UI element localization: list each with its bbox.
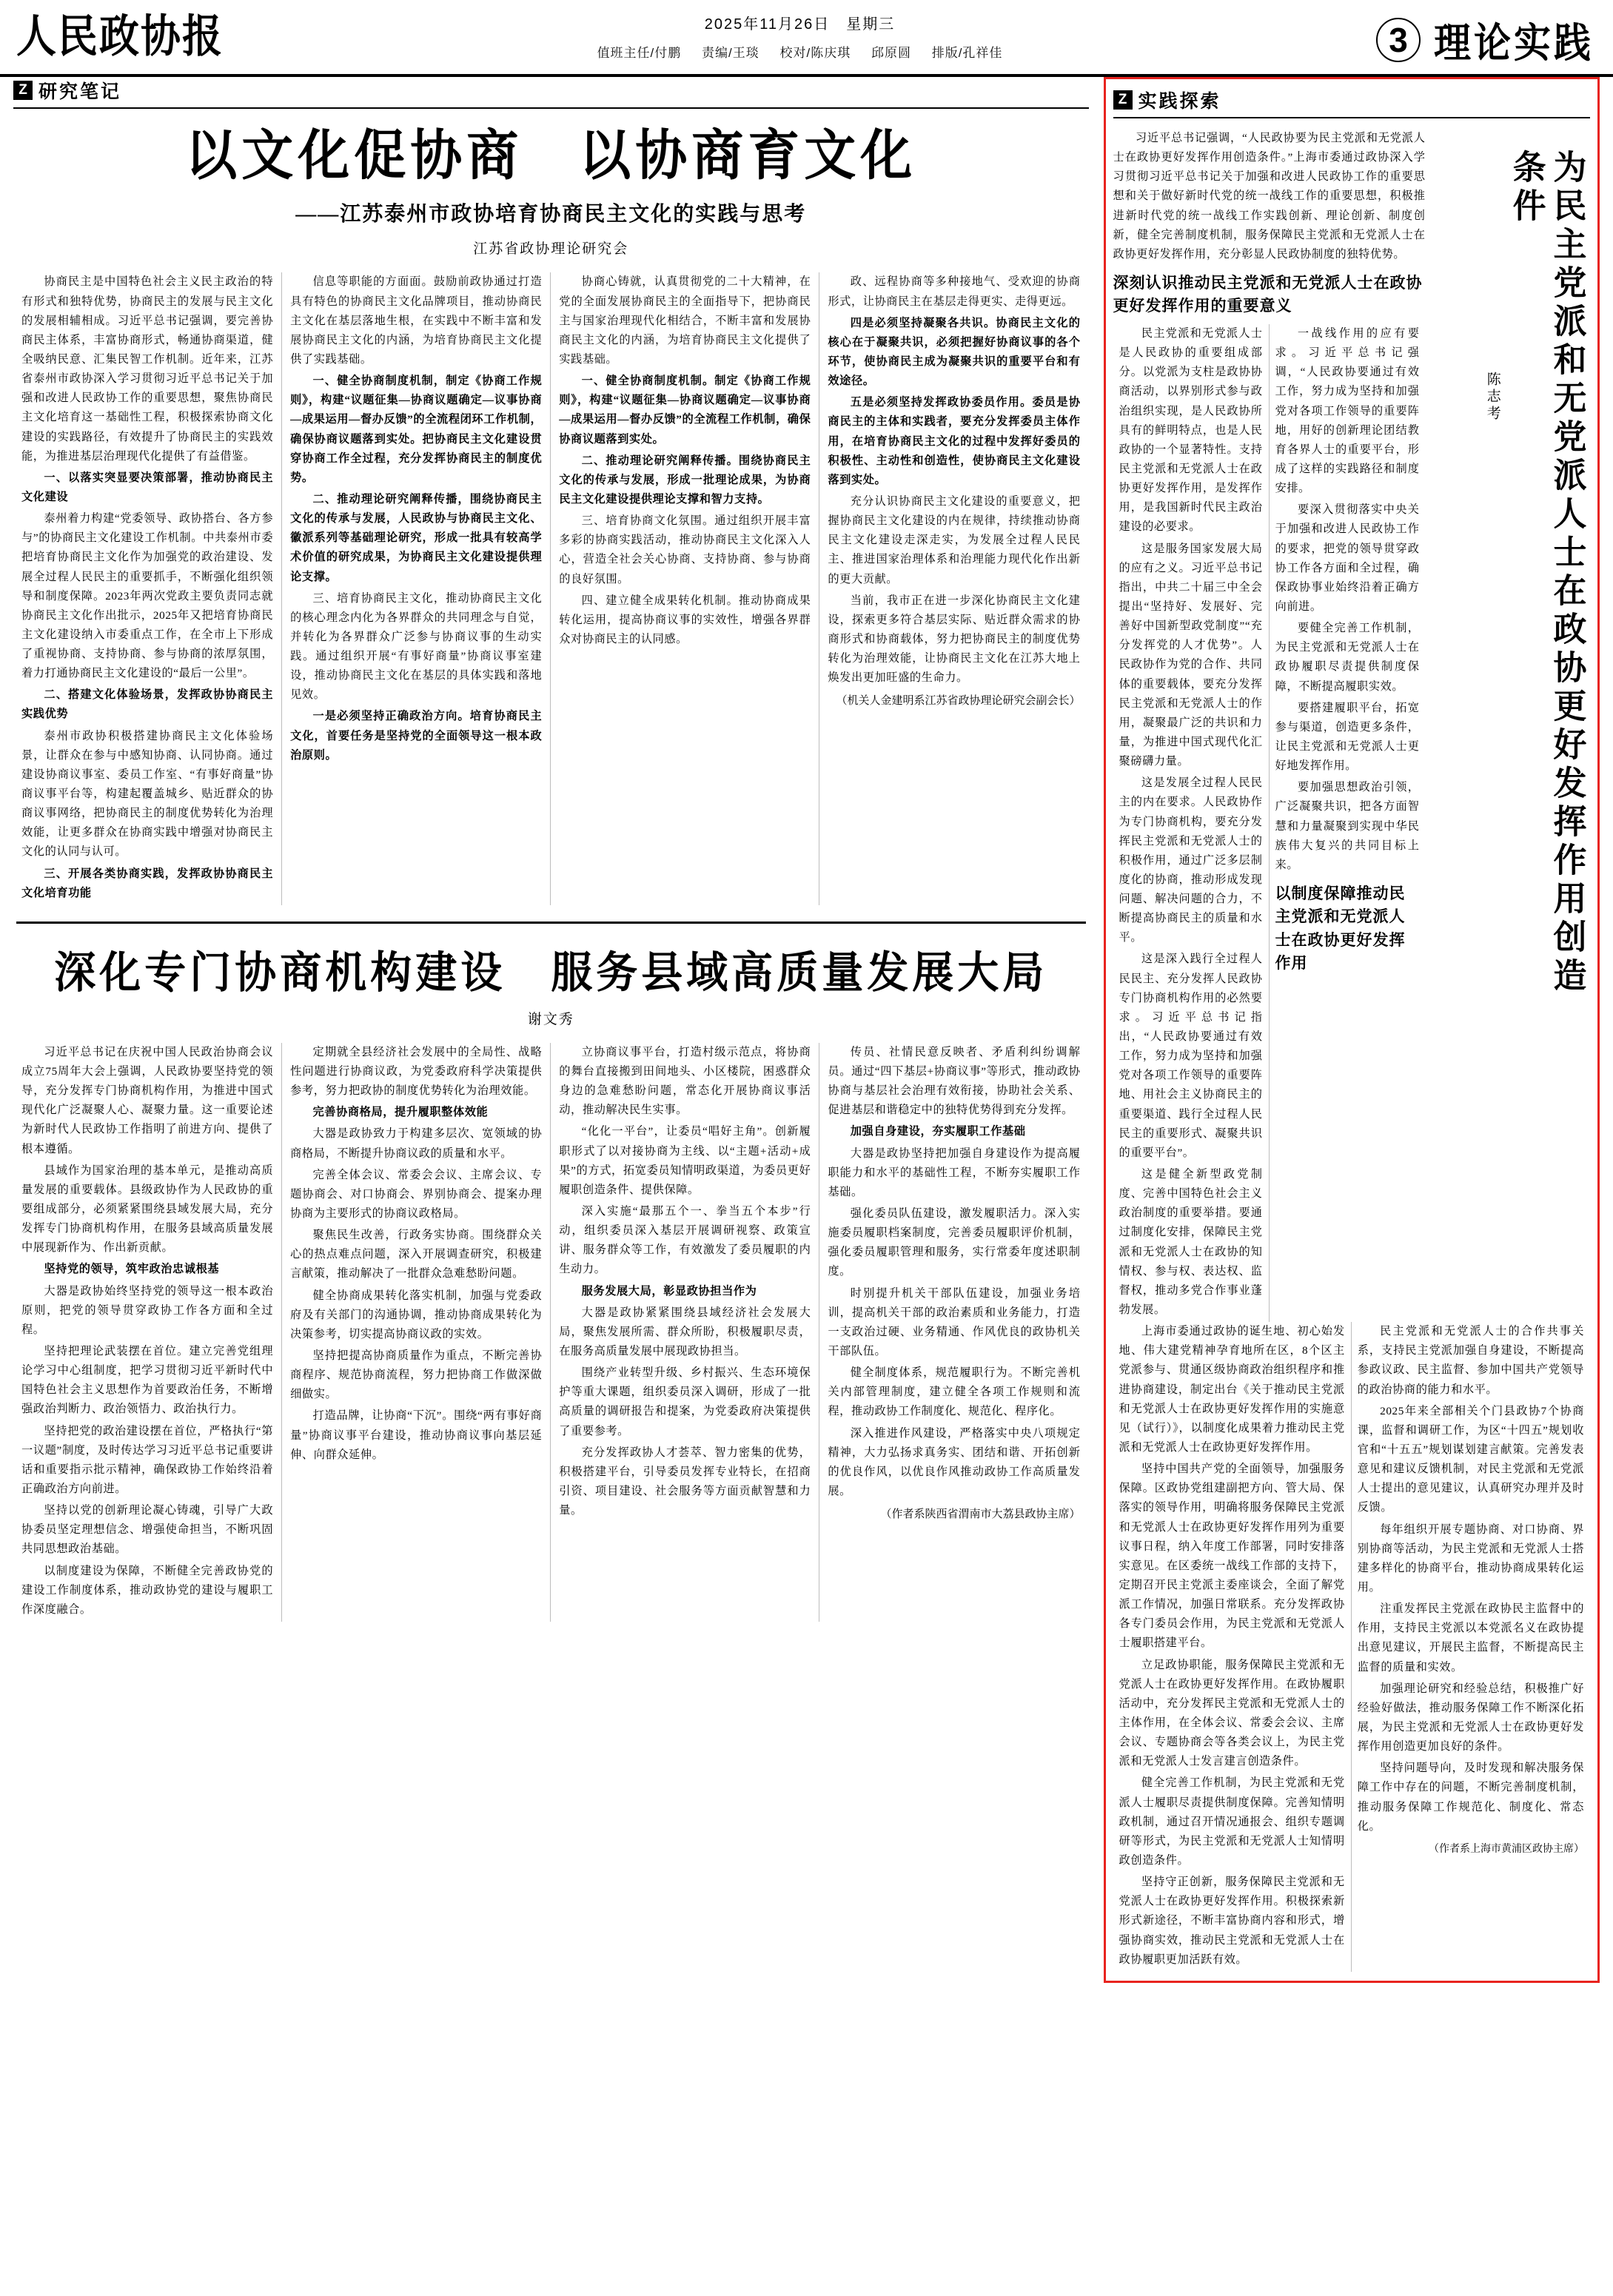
- paragraph: 当前，我市正在进一步深化协商民主文化建设，探索更多符合基层实际、贴近群众需求的协商形式和协商载体，努力把协商民主的制度优势转化为治理效能，让协商民主文化在江苏大地上焕发出更加旺盛的生命力。: [828, 594, 1081, 685]
- paragraph: 民主党派和无党派人士是人民政协的重要组成部分。以党派为支柱是政协协商活动，以界别形式参与政治组织实现，是人民政协所具有的鲜明特点，也是人民政协的一个显著特性。支持民主党派和无党派人士在政协更好发挥作用，是发挥作用，是我国新时代民主政治建设的必要求。: [1119, 326, 1263, 534]
- feature-column-1: [1113, 324, 1270, 1322]
- paragraph-subhead: 坚持党的领导，筑牢政治忠诚根基: [44, 1263, 220, 1276]
- paragraph-subhead: 三、开展各类协商实践，发挥政协协商民主文化培育功能: [21, 867, 274, 899]
- paragraph: 坚持以党的创新理论凝心铸魂，引导广大政协委员坚定理想信念、增强使命担当，不断巩固共同思想政治基础。: [21, 1504, 274, 1556]
- paper-logo: 人民政协报: [16, 11, 224, 62]
- article-county-development: [13, 940, 1089, 1622]
- feature-title: 为民主党派和无党派人士在政协更好发挥作用创造条件: [1507, 150, 1586, 996]
- paragraph: 大器是政协致力于构建多层次、宽领域的协商格局，不断提升协商议政的质量和水平。: [290, 1127, 543, 1160]
- section-title: 理论实践: [1434, 20, 1594, 67]
- article2-title: 深化专门协商机构建设 服务县域高质量发展大局: [54, 949, 1048, 998]
- feature-column-2: [1270, 324, 1426, 1322]
- paragraph: 四、建立健全成果转化机制。推动协商成果转化运用，提高协商议事的实效性，增强各界群众对协商民主的认同感。: [559, 594, 811, 645]
- paragraph: 要加强思想政治引领，广泛凝聚共识，把各方面智慧和力量凝聚到实现中华民族伟大复兴的共同目标上来。: [1275, 781, 1420, 871]
- page-body: [0, 77, 1613, 1996]
- z-badge-icon: Z: [1113, 90, 1133, 110]
- feature-subhead-1: 深刻认识推动民主党派和无党派人士在政协更好发挥作用的重要意义: [1113, 273, 1423, 315]
- feature-lower-columns: [1113, 1322, 1590, 1972]
- paragraph-subhead: 一、以落实突显要决策部署，推动协商民主文化建设: [21, 471, 274, 503]
- staff-credits: [224, 42, 1376, 61]
- column-2: [282, 272, 551, 905]
- paragraph: 协商民主是中国特色社会主义民主政治的特有形式和独特优势，协商民主的发展与民主文化的发展相辅相成。习近平总书记强调，要完善协商民主体系，丰富协商形式，畅通协商渠道，健全吸纳民意、汇集民智工作机制。近年来，江苏省泰州市政协深入学习贯彻习近平总书记关于加强和改进人民政协工作的重要思想，聚焦协商民主文化培育这一基础性工程，积极探索协商文化建设的实践路径，有效提升了协商民主的实践效能，为推进基层治理现代化提供了有益借鉴。: [21, 275, 274, 463]
- paragraph: 深入推进作风建设，严格落实中央八项规定精神，大力弘扬求真务实、团结和谐、开拓创新的优良作风，以优良作风推动政协工作高质量发展。: [828, 1426, 1081, 1497]
- article-byline: 江苏省政协理论研究会: [473, 241, 629, 258]
- paragraph: 三、培育协商民主文化，推动协商民主文化的核心理念内化为各界群众的共同理念与自觉，并转化为各界群众广泛参与协商议事的生动实践。通过组织开展“有事好商量”协商议事室建设，推动协商民主文化在基层的具体实践和落地见效。: [290, 591, 543, 702]
- masthead: [0, 0, 1613, 77]
- paragraph: 习近平总书记在庆祝中国人民政治协商会议成立75周年大会上强调，人民政协要坚持党的领导，充分发挥专门协商机构作用，为推进中国式现代化广泛凝聚人心、凝聚力量。这一重要论述为新时代人民政协工作指明了前进方向、提供了根本遵循。: [21, 1045, 274, 1155]
- paragraph: 大器是政协坚持把加强自身建设作为提高履职能力和水平的基础性工程，不断夯实履职工作基础。: [828, 1147, 1081, 1198]
- paragraph: 要搭建履职平台，拓宽参与渠道，创造更多条件，让民主党派和无党派人士更好地发挥作用。: [1275, 701, 1420, 773]
- paragraph: 围绕产业转型升级、乡村振兴、生态环境保护等重大课题，组织委员深入调研，形成了一批高质量的调研报告和提案，为党委政府决策提供了重要参考。: [559, 1366, 811, 1437]
- paragraph: 大器是政协始终坚持党的领导这一根本政治原则，把党的领导贯穿政协工作各方面和全过程。: [21, 1284, 274, 1336]
- paragraph: 协商心铸就，认真贯彻党的二十大精神，在党的全面发展协商民主的全面指导下，把协商民主与国家治理现代化相结合，不断丰富和发展协商民主文化的内涵，为培育协商民主文化提供了实践基础。: [559, 275, 811, 366]
- paragraph: 县域作为国家治理的基本单元，是推动高质量发展的重要载体。县级政协作为人民政协的重要组成部分，必须紧紧围绕县域发展大局，充分发挥专门协商机构作用，在服务县域高质量发展中展现新作为、作出新贡献。: [21, 1164, 274, 1255]
- paragraph: 2025年来全部相关个门县政协7个协商课，监督和调研工作，为区“十四五”规划收官和“十五五”规划谋划建言献策。完善发表意见和建议反馈机制，对民主党派和无党派人士提出的意见建议，认真研究办理并及时反馈。: [1357, 1404, 1584, 1514]
- paragraph-subhead: 加强自身建设，夯实履职工作基础: [850, 1125, 1026, 1138]
- column-3: [551, 1043, 819, 1622]
- article-research-notes: [13, 77, 1089, 905]
- feature-column-4: [1352, 1322, 1590, 1972]
- paragraph-subhead: 完善协商格局，提升履职整体效能: [312, 1106, 489, 1119]
- article-credit: （机关人金建明系江苏省政协理论研究会副会长）: [836, 695, 1081, 708]
- paragraph: 坚持把提高协商质量作为重点，不断完善协商程序、规范协商流程，努力把协商工作做深做细做实。: [290, 1349, 543, 1401]
- column-1: [13, 272, 282, 905]
- column-4: [819, 1043, 1088, 1622]
- column-1: [13, 1043, 282, 1622]
- article-credit: （作者系上海市黄浦区政协主席）: [1429, 1843, 1584, 1855]
- paragraph: 打造品牌，让协商“下沉”。围绕“两有事好商量”协商议事平台建设，推动协商议事向基层延伸、向群众延伸。: [290, 1409, 543, 1461]
- page-number: 3: [1376, 18, 1421, 62]
- staff-2: 校对/陈庆琪: [779, 46, 851, 60]
- paragraph: 强化委员队伍建设，激发履职活力。深入实施委员履职档案制度，完善委员履职评价机制，强化委员履职管理和服务，实行常委年度述职制度。: [828, 1207, 1081, 1278]
- paragraph: 三、培育协商文化氛围。通过组织开展丰富多彩的协商实践活动，推动协商民主文化深入人心，营造全社会关心协商、支持协商、参与协商的良好氛围。: [559, 514, 811, 585]
- paragraph: 聚焦民生改善，行政务实协商。围绕群众关心的热点难点问题，深入开展调查研究，积极建言献策，推动解决了一批群众急难愁盼问题。: [290, 1229, 543, 1280]
- paragraph: 要健全完善工作机制，为民主党派和无党派人士在政协履职尽责提供制度保障，不断提高履职实效。: [1275, 622, 1420, 693]
- story-divider: [16, 922, 1086, 924]
- paragraph: 泰州市政协积极搭建协商民主文化体验场景，让群众在参与中感知协商、认同协商。通过建设协商议事室、委员工作室、“有事好商量”协商议事平台等，构建起覆盖城乡、贴近群众的协商议事网络，把协商民主的制度优势转化为治理效能，让更多群众在协商实践中增强对协商民主文化的认同与认可。: [21, 729, 274, 859]
- paragraph-subhead: 二、推动理论研究阐释传播。围绕协商民主文化的传承与发展，形成一批理论成果，为协商民主文化建设提供理论支撑和智力支持。: [559, 454, 811, 506]
- masthead-right: [1376, 6, 1597, 67]
- column-2: [282, 1043, 551, 1622]
- paragraph: 一战线作用的应有要求。习近平总书记强调，“人民政协要通过有效工作，努力成为坚持和加强党对各项工作领导的重要阵地，用好的创新理论团结教育各界人士的重要平台，形成了这样的实践路径和制度安排。: [1275, 326, 1420, 495]
- paragraph: 深入实施“最那五个一、拳当五个本步”行动，组织委员深入基层开展调研视察、政策宣讲、服务群众等工作，有效激发了委员履职的内生动力。: [559, 1205, 811, 1276]
- masthead-center: [224, 6, 1376, 61]
- left-zone: [13, 77, 1099, 1983]
- paragraph: 时别提升机关干部队伍建设，加强业务培训，提高机关干部的政治素质和业务能力，打造一支政治过硬、业务精通、作风优良的政协机关干部队伍。: [828, 1286, 1081, 1357]
- staff-3: 邱原圆: [871, 46, 911, 60]
- article-credit: （作者系陕西省渭南市大荔县政协主席）: [880, 1508, 1081, 1521]
- publication-date: 2025年11月26日 星期三: [704, 16, 896, 33]
- paragraph: 定期就全县经济社会发展中的全局性、战略性问题进行协商议政，为党委政府科学决策提供参考，努力把政协的制度优势转化为治理效能。: [290, 1045, 543, 1098]
- page-title: 以文化促协商 以协商育文化: [185, 127, 917, 187]
- column-3: [551, 272, 819, 905]
- paragraph: 要深入贯彻落实中央关于加强和改进人民政协工作的要求，把党的领导贯穿政协工作各方面和全过程，确保政协事业始终沿着正确方向前进。: [1275, 503, 1420, 613]
- staff-1: 责编/王琰: [702, 46, 759, 60]
- paragraph: 传员、社情民意反映者、矛盾利纠纷调解员。通过“四下基层+协商议事”等形式，推动政协协商与基层社会治理有效衔接，协助社会关系、促进基层和谐稳定中的独特优势得到充分发挥。: [828, 1045, 1081, 1117]
- paragraph: 信息等职能的方面面。鼓励前政协通过打造具有特色的协商民主文化品牌项目，推动协商民主文化在基层落地生根，在实践中不断丰富和发展协商民主文化的内涵，为培育协商民主文化提供了实践基础。: [290, 275, 543, 366]
- section-tag-label: 实践探索: [1138, 92, 1221, 112]
- paragraph: 坚持中国共产党的全面领导，加强服务保障。区政协党组建副把方向、管大局、保落实的领导作用，明确将服务保障民主党派和无党派人士在政协更好发挥作用列为重要议事日程，纳入年度工作部署，同时安排落实意见。在区委统一战线工作部的支持下，定期召开民主党派主委座谈会，全面了解党派工作情况，加强日常联系。充分发挥政协各专门委员会作用，为民主党派和无党派人士履职搭建平台。: [1119, 1463, 1345, 1650]
- paragraph: 上海市委通过政协的诞生地、初心始发地、伟大建党精神孕育地所在区，8个区主党派参与、贯通区级协商政治组织程序和推进协商建设，制定出台《关于推动民主党派和无党派人士在政协更好发挥作用的实施意见（试行）》，以制度化成果着力推动民主党派和无党派人士在政协更好发挥作用。: [1119, 1325, 1345, 1454]
- paragraph: 加强理论研究和经验总结，积极推广好经验好做法，推动服务保障工作不断深化拓展，为民主党派和无党派人士在政协更好发挥作用创造更加良好的条件。: [1357, 1682, 1584, 1753]
- paragraph: 坚持问题导向，及时发现和解决服务保障工作中存在的问题，不断完善制度机制，推动服务保障工作规范化、制度化、常态化。: [1357, 1762, 1584, 1833]
- paragraph: 坚持守正创新，服务保障民主党派和无党派人士在政协更好发挥作用。积极探索新形式新途径，不断丰富协商内容和形式，增强协商实效，推动民主党派和无党派人士在政协履职更加活跃有效。: [1119, 1876, 1345, 1966]
- article2-byline: 谢文秀: [527, 1011, 574, 1027]
- paragraph-subhead: 四是必须坚持凝聚各共识。协商民主文化的核心在于凝聚共识，必须把握好协商议事的各个环节，使协商民主成为凝聚共识的重要平台和有效途径。: [828, 316, 1081, 388]
- feature-lead-columns: [1113, 129, 1432, 1322]
- paragraph: 这是健全新型政党制度、完善中国特色社会主义政治制度的重要举措。要通过制度化安排，保障民主党派和无党派人士在政协的知情权、参与权、表达权、监督权，推动多党合作事业蓬勃发展。: [1119, 1168, 1263, 1317]
- paragraph-subhead: 一、健全协商制度机制，制定《协商工作规则》，构建“议题征集—协商议题确定—议事协商—成果运用—督办反馈”的全流程闭环工作机制，确保协商议题落到实处。把协商民主文化建设贯穿协商工作全过程，充分发挥协商民主的制度优势。: [290, 375, 543, 484]
- feature-box-practice-exploration: [1104, 77, 1600, 1983]
- paragraph: 每年组织开展专题协商、对口协商、界别协商等活动，为民主党派和无党派人士搭建多样化的协商平台，推动协商成果转化运用。: [1357, 1523, 1584, 1594]
- paragraph: 完善全体会议、常委会会议、主席会议、专题协商会、对口协商会、界别协商会、提案办理协商为主要形式的协商议政格局。: [290, 1168, 543, 1221]
- paragraph: 注重发挥民主党派在政协民主监督中的作用，支持民主党派以本党派名义在政协提出意见建议，开展民主监督，不断提高民主监督的质量和实效。: [1357, 1602, 1584, 1674]
- article2-columns: [13, 1043, 1089, 1622]
- article-columns: [13, 272, 1089, 905]
- paragraph: 大器是政协紧紧围绕县域经济社会发展大局，聚焦发展所需、群众所盼，积极履职尽责，在服务高质量发展中展现政协担当。: [559, 1306, 811, 1357]
- article-subhead: ——江苏泰州市政协培育协商民主文化的实践与思考: [295, 203, 807, 226]
- paragraph: 充分发挥政协人才荟萃、智力密集的优势，积极搭建平台，引导委员发挥专业特长，在招商引资、项目建设、社会服务等方面贡献智慧和力量。: [559, 1446, 811, 1517]
- paragraph-subhead: 一、健全协商制度机制。制定《协商工作规则》，构建“议题征集—协商议题确定—议事协商—成果运用—督办反馈”的全流程工作机制，确保协商议题落到实处。: [559, 375, 811, 446]
- feature-columns: [1113, 324, 1426, 1322]
- staff-0: 值班主任/付鹏: [597, 46, 682, 60]
- paragraph: 充分认识协商民主文化建设的重要意义，把握协商民主文化建设的内在规律，持续推动协商民主文化建设走深走实，为发展全过程人民民主、推进国家治理体系和治理能力现代化作出新的更大贡献。: [828, 494, 1081, 585]
- paragraph: 健全制度体系，规范履职行为。不断完善机关内部管理制度，建立健全各项工作规则和流程，推动政协工作制度化、规范化、程序化。: [828, 1366, 1081, 1418]
- paragraph: 民主党派和无党派人士的合作共事关系，支持民主党派加强自身建设，不断提高参政议政、民主监督、参加中国共产党领导的政治协商的能力和水平。: [1357, 1325, 1584, 1396]
- paragraph: 立协商议事平台，打造村级示范点，将协商的舞台直接搬到田间地头、小区楼院，困惑群众身边的急难愁盼问题，常态化开展协商议事活动，推动解决民生实事。: [559, 1045, 811, 1117]
- paragraph: 以制度建设为保障，不断健全完善政协党的建设工作制度体系，推动政协党的建设与履职工作深度融合。: [21, 1564, 274, 1616]
- feature-column-3: [1113, 1322, 1352, 1972]
- paragraph: “化化一平台”，让委员“唱好主角”。创新履职形式了以对接协商为主线、以“主题+活动+成果”的方式，拓宽委员知情明政渠道，为委员更好履职创造条件、提供保障。: [559, 1125, 811, 1196]
- paragraph-subhead: 五是必须坚持发挥政协委员作用。委员是协商民主的主体和实践者，要充分发挥委员主体作用，在培育协商民主文化的过程中发挥好委员的积极性、主动性和创造性，使协商民主文化建设落到实处。: [828, 396, 1081, 486]
- column-4: [819, 272, 1088, 905]
- paragraph-subhead: 服务发展大局，彰显政协担当作为: [581, 1284, 757, 1298]
- section-tag-practice: [1113, 87, 1590, 118]
- section-tag-label: 研究笔记: [38, 82, 122, 102]
- paragraph: 健全协商成果转化落实机制，加强与党委政府及有关部门的沟通协调，推动协商成果转化为决策参考，切实提高协商议政的实效。: [290, 1289, 543, 1340]
- paragraph-subhead: 二、搭建文化体验场景，发挥政协协商民主实践优势: [21, 688, 274, 721]
- paragraph-subhead: 二、推动理论研究阐释传播，围绕协商民主文化的传承与发展，人民政协与协商民主文化、徽派系列等基础理论研究，形成一批具有较高学术价值的研究成果，为协商民主文化建设提供理论支撑。: [290, 492, 543, 583]
- paragraph: 泰州着力构建“党委领导、政协搭台、各方参与”的协商民主文化建设工作机制。中共泰州市委把培育协商民主文化作为加强党的政治建设、发展全过程人民民主的重要抓手，不断强化组织领导和制度保障。2023年两次党政主要负责同志就协商民主文化作出批示，2025年又把培育协商民主文化建设纳入市委重点工作，在全市上下形成了重视协商、支持协商、参与协商的浓厚氛围，着力打通协商民主文化建设的“最后一公里”。: [21, 512, 274, 680]
- staff-4: 排版/孔祥佳: [931, 46, 1003, 60]
- paragraph: 这是服务国家发展大局的应有之义。习近平总书记指出，中共二十届三中全会提出“坚持好、发展好、完善好中国新型政党制度”“充分发挥党的人才优势”。人民政协作为党的合作、共同体的重要载体，要充分发挥民主党派和无党派人士的作用，凝聚最广泛的共识和力量，为推进中国式现代化汇聚磅礴力量。: [1119, 542, 1263, 768]
- paragraph: 这是发展全过程人民民主的内在要求。人民政协作为专门协商机构，要充分发挥民主党派和无党派人士的积极作用，通过广泛多层制度化的协商，推动形成发现问题、解决问题的合力，不断提高协商民主的质量和水平。: [1119, 776, 1263, 944]
- paragraph: 政、远程协商等多种接地气、受欢迎的协商形式，让协商民主在基层走得更实、走得更远。: [828, 275, 1081, 308]
- paragraph: 这是深入践行全过程人民民主、充分发挥人民政协专门协商机构作用的必然要求。习近平总书记指出，“人民政协要通过有效工作，努力成为坚持和加强党对各项工作领导的重要阵地、用社会主义协商民主的重要渠道、践行全过程人民民主的重要形式、凝聚共识的重要平台”。: [1119, 953, 1263, 1159]
- paragraph: 立足政协职能，服务保障民主党派和无党派人士在政协更好发挥作用。在政协履职活动中，充分发挥民主党派和无党派人士的主体作用，在全体会议、常委会会议、主席会议、专题协商会等各类会议上，为民主党派和无党派人士发言建言创造条件。: [1119, 1658, 1345, 1768]
- lead-paragraph: 习近平总书记强调，“人民政协要为民主党派和无党派人士在政协更好发挥作用创造条件。”上海市委通过政协深入学习贯彻习近平总书记关于加强和改进人民政协工作的重要思想和关于做好新时代党的统一战线工作的重要思想，积极推进新时代党的统一战线工作实践创新、理论创新、制度创新，健全完善制度机制，服务保障民主党派和无党派人士在政协更好发挥作用，充分彰显人民政协制度的独特优势。: [1113, 132, 1426, 261]
- feature-byline: 陈志考: [1484, 372, 1500, 423]
- feature-upper: [1113, 129, 1590, 1322]
- paragraph-subhead: 一是必须坚持正确政治方向。培育协商民主文化，首要任务是坚持党的全面领导这一根本政治原则。: [290, 710, 543, 762]
- section-tag-research: [13, 77, 1089, 109]
- paragraph: 坚持把党的政治建设摆在首位，严格执行“第一议题”制度，及时传达学习习近平总书记重要讲话和重要指示批示精神，确保政协工作始终沿着正确政治方向前进。: [21, 1424, 274, 1495]
- z-badge-icon: Z: [13, 81, 33, 100]
- paragraph: 健全完善工作机制，为民主党派和无党派人士履职尽责提供制度保障。完善知情明政机制，通过召开情况通报会、组织专题调研等形式，为民主党派和无党派人士知情明政创造条件。: [1119, 1776, 1345, 1867]
- feature-vertical-title-block: [1432, 129, 1587, 1322]
- paragraph: 坚持把理论武装摆在首位。建立完善党组理论学习中心组制度，把学习贯彻习近平新时代中国特色社会主义思想作为首要政治任务，不断增强政治判断力、政治领悟力、政治执行力。: [21, 1345, 274, 1416]
- feature-subhead-2: 以制度保障推动民主党派和无党派人士在政协更好发挥作用: [1275, 884, 1406, 973]
